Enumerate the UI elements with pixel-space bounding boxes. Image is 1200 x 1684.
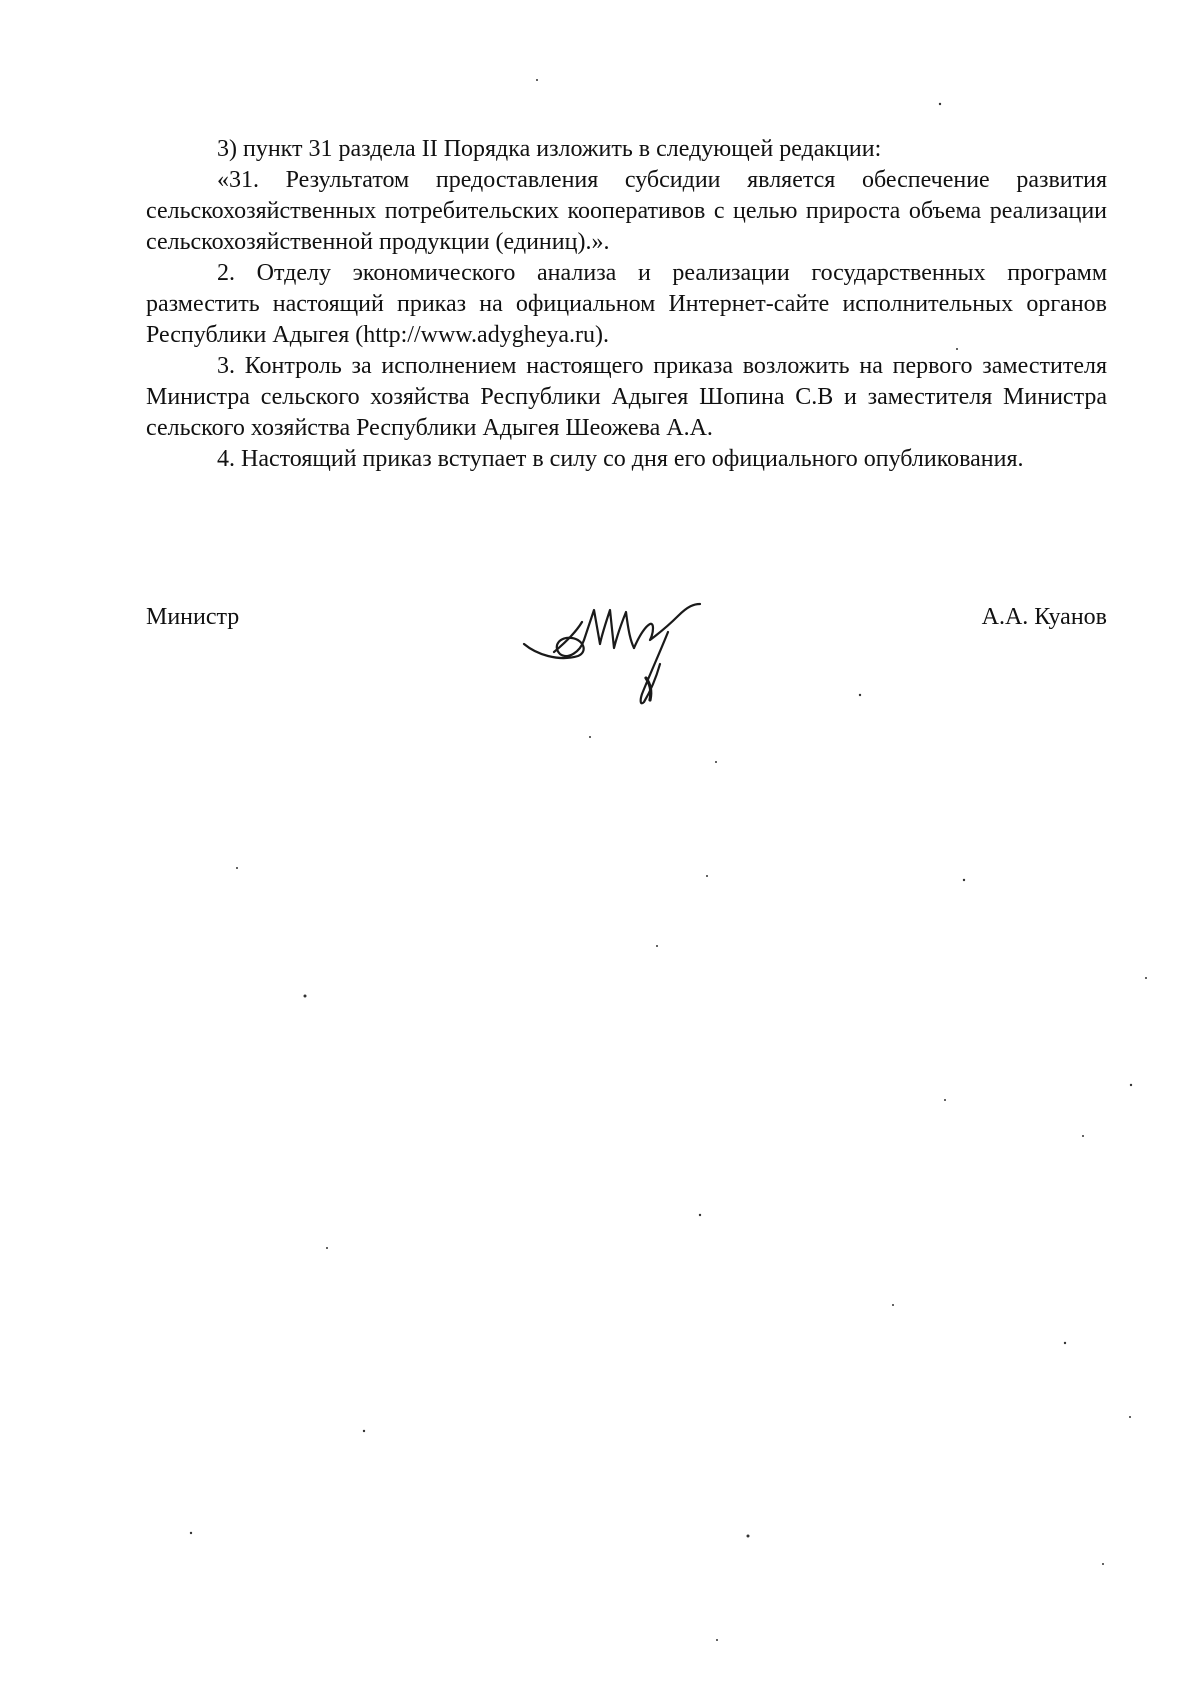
handwritten-signature [518, 582, 718, 712]
paragraph-point-4: 4. Настоящий приказ вступает в силу со дня его официального опубликования. [217, 446, 1024, 472]
signature-block [146, 590, 1107, 720]
paragraph-point-3: 3. Контроль за исполнением настоящего приказа возложить на первого заместителя Министра сельского хозяйства Республики Адыгея Шопина С.В и заместителя Министра сельского хозяйства Республики Адыгея Шеожева А.А. [146, 353, 1107, 441]
paragraph-point-2: 2. Отделу экономического анализа и реализации государственных программ разместить настоящий приказ на официальном Интернет-сайте исполнительных органов Республики Адыгея (http://www.adygheya.ru). [146, 260, 1107, 348]
paragraph-item-3-amendment: 3) пункт 31 раздела II Порядка изложить в следующей редакции: [217, 136, 882, 162]
document-body [146, 134, 1107, 475]
signatory-title: Министр [146, 604, 240, 630]
paragraph-point-31-text: «31. Результатом предоставления субсидии является обеспечение развития сельскохозяйственных потребительских кооперативов с целью прироста объема реализации сельскохозяйственной продукции (единиц).». [146, 167, 1107, 255]
signatory-name: А.А. Куанов [981, 604, 1107, 630]
